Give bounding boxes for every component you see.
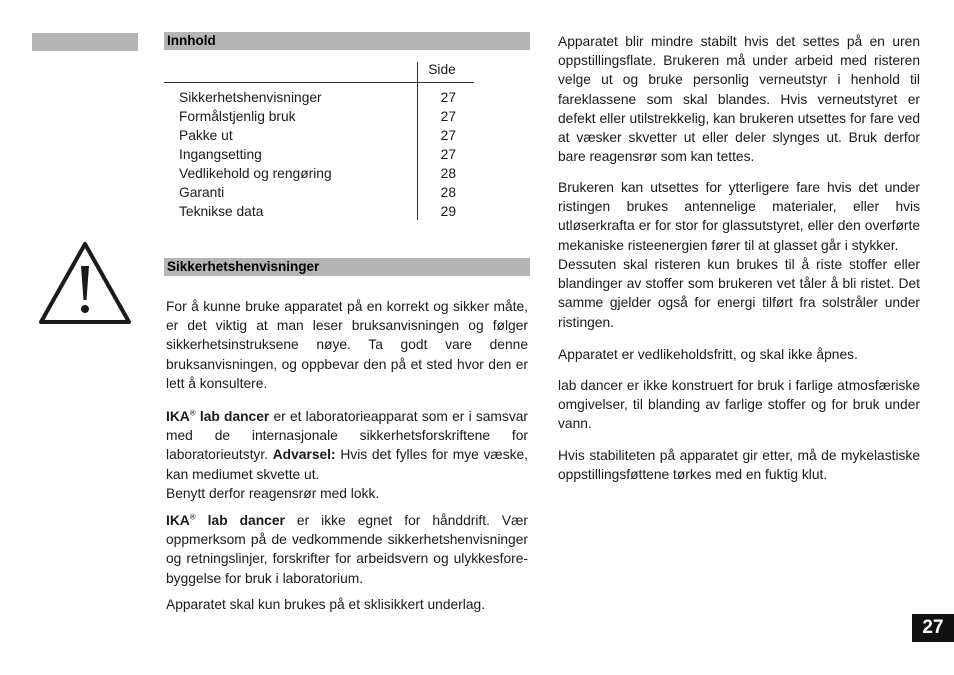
warning-text: Hvis det fylles for mye væske, kan mediumet skvette ut.: [166, 447, 528, 482]
header-rule: [164, 82, 474, 83]
stability-paragraph: Apparatet blir mindre stabilt hvis det settes på en uren oppstillingsflate. Brukeren må under arbeid med risteren velge ut og bruke personlig verneutstyr i henhold til fareklassene som skal blandes. Hvis verneutstyret er defekt eller utilstrekkelig, kan brukeren utsettes for fare ved at væsker skvetter ut eller deler slynges ut. Bruk derfor bare reagensrør som kan tettes.: [558, 34, 920, 165]
toc-label: Vedlikehold og rengøring: [179, 166, 332, 181]
page-number: 27: [912, 614, 954, 642]
toc-row: [164, 88, 474, 107]
toc-row: [164, 183, 474, 202]
safety-heading: Sikkerhetshenvisninger: [164, 258, 530, 276]
toc-page: 27: [440, 147, 456, 162]
feet-paragraph: Hvis stabiliteten på apparatet gir etter, må de mykelastiske oppstillingsføttene tørkes med en fuktig klut.: [558, 448, 920, 483]
surface-paragraph: Apparatet skal kun brukes på et sklisikkert underlag.: [166, 597, 486, 612]
product-name: lab dancer: [195, 513, 285, 528]
toc-page: 29: [440, 204, 456, 219]
toc-label: Formålstjenlig bruk: [179, 109, 296, 124]
manual-use-paragraph: [166, 511, 528, 588]
lid-note: Benytt derfor reagensrør med lokk.: [166, 486, 380, 501]
brand-name: IKA: [166, 409, 190, 424]
toc-row: [164, 126, 474, 145]
toc-label: Pakke ut: [179, 128, 233, 143]
toc-row: [164, 164, 474, 183]
maintenance-paragraph: Apparatet er vedlikeholdsfritt, og skal ikke åpnes.: [558, 347, 858, 362]
manual-use-text: er ikke egnet for hånddrift. Vær oppmerksom på de vedkommende sikkerhetshenvisninger og retningslinjer, forskrifter for arbeidsvern og ulykkesfore-byggelse for bruk i laboratorium.: [166, 513, 528, 586]
registered-mark: ®: [189, 408, 196, 418]
toc-label: Garanti: [179, 185, 225, 200]
product-name: lab dancer: [195, 409, 270, 424]
toc-page: 28: [440, 185, 456, 200]
toc-page: 27: [440, 109, 456, 124]
toc-label: Ingangsetting: [179, 147, 262, 162]
warning-label: Advarsel:: [272, 447, 336, 463]
hazard-paragraph: Brukeren kan utsettes for ytterligere fare hvis det under ristingen brukes antennelige materialer, eller hvis utløserkrafta er for stor for glassutstyret, eller den overførte mekaniske risteenergien fører til at glasset går i stykker.: [558, 180, 920, 253]
intro-paragraph: For å kunne bruke apparatet på en korrekt og sikker måte, er det viktig at man leser bruksanvisningen og følger sikkerhetsinstruksene nøye. Ta godt vare denne bruksanvisningen, og oppbevar den på et sted hvor den er lett å konsultere.: [166, 299, 528, 391]
toc-row: [164, 107, 474, 126]
toc-row: [164, 202, 474, 221]
toc-label: Sikkerhetshenvisninger: [179, 90, 322, 105]
registered-mark: ®: [189, 512, 196, 522]
margin-tab: [32, 33, 138, 51]
toc-label: Teknikse data: [179, 204, 264, 219]
materials-paragraph: Dessuten skal risteren kun brukes til å riste stoffer eller blandinger av stoffer som brukeren vet tåler å bli ristet. Det samme gjelder også for energi tilført fra solstråler under ristingen.: [558, 257, 920, 330]
toc-page: 27: [440, 90, 456, 105]
toc-row: [164, 145, 474, 164]
side-column-label: Side: [428, 62, 456, 77]
contents-heading: Innhold: [164, 32, 530, 50]
atmosphere-paragraph: lab dancer er ikke konstruert for bruk i farlige atmosfæriske omgivelser, til blanding av farlige stoffer og for bruk under vann.: [558, 378, 920, 432]
toc-page: 28: [440, 166, 456, 181]
warning-triangle-icon: [38, 240, 132, 326]
toc-page: 27: [440, 128, 456, 143]
contents-table: [164, 60, 476, 220]
brand-name: IKA: [166, 513, 190, 528]
product-paragraph: [166, 407, 528, 484]
product-text: er et laboratorieapparat som er i samsvar med de internasjonale sikkerhetsforskriftene for laboratorieutstyr.: [166, 409, 528, 463]
